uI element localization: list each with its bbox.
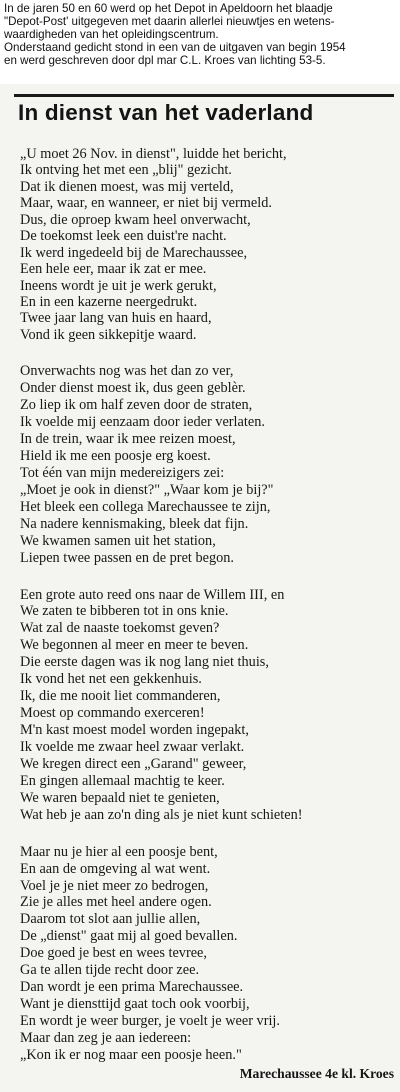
intro-line: waardigheden van het opleidingscentrum. — [4, 28, 219, 41]
poem-line: En wordt je weer burger, je voelt je weer vrij. — [20, 1013, 280, 1029]
intro-line: In de jaren 50 en 60 werd op het Depot in Apeldoorn het blaadje — [4, 2, 333, 15]
poem-line: Ik voelde me zwaar heel zwaar verlakt. — [20, 738, 245, 755]
poem-line: Vond ik geen sikkepitje waard. — [20, 326, 197, 343]
poem-line: Ik werd ingedeeld bij de Marechaussee, — [20, 244, 248, 261]
poem-line: We kwamen samen uit het station, — [20, 532, 216, 549]
intro-text — [4, 2, 398, 67]
intro-line: Onderstaand gedicht stond in een van de uitgaven van begin 1954 — [4, 41, 346, 54]
poem-line: En aan de omgeving al wat went. — [20, 860, 211, 877]
poem-line: Want je diensttijd gaat toch ook voorbij, — [20, 996, 250, 1013]
poem-line: Liepen twee passen en de pret begon. — [20, 549, 234, 566]
poem-line: Dan wordt je een prima Marechaussee. — [20, 979, 244, 996]
poem-line: Twee jaar lang van huis en haard, — [20, 310, 212, 327]
poem-line: Doe goed je best en wees tevree, — [20, 945, 207, 962]
poem-line: Voel je je niet meer zo bedrogen, — [20, 877, 209, 894]
poem-line: Ik voelde mij eenzaam door ieder verlaten. — [20, 414, 265, 431]
poem-line: De „dienst" gaat mij al goed bevallen. — [20, 928, 238, 945]
poem-line: Tot één van mijn medereizigers zei: — [20, 464, 225, 481]
poem-line: Zie je alles met heel andere ogen. — [20, 894, 212, 911]
poem-line: We waren bepaald niet te genieten, — [20, 789, 220, 806]
poem-line: We kregen direct een „Garand" geweer, — [20, 755, 247, 772]
poem-line: Wat heb je aan zo'n ding als je niet kunt schieten! — [20, 806, 303, 823]
poem-line: En gingen allemaal machtig te keer. — [20, 772, 225, 789]
poem-line: We zaten te bibberen tot in ons knie. — [20, 603, 229, 620]
poem-line: Dus, die oproep kwam heel onverwacht, — [20, 211, 251, 228]
poem-line: M'n kast moest model worden ingepakt, — [20, 722, 249, 738]
poem-line: Het bleek een collega Marechaussee te zijn, — [20, 498, 271, 515]
poem-line: Die eerste dagen was ik nog lang niet thuis, — [20, 654, 269, 671]
poem-line: Dat ik dienen moest, was mij verteld, — [20, 178, 234, 195]
poem-line: Onverwachts nog was het dan zo ver, — [20, 363, 234, 380]
poem-line: „Kon ik er nog maar een poosje heen." — [20, 1046, 242, 1063]
poem-line: Maar nu je hier al een poosje bent, — [20, 843, 218, 860]
poem-line: En in een kazerne neergedrukt. — [20, 293, 198, 310]
poem-line: Hield ik me een poosje erg koest. — [20, 447, 211, 464]
poem-line: De toekomst leek een duist're nacht. — [20, 228, 227, 245]
poem-body — [20, 146, 392, 1084]
poem-line: Na nadere kennismaking, bleek dat fijn. — [20, 515, 249, 532]
poem-line: Ineens wordt je uit je werk gerukt, — [20, 277, 217, 294]
newspaper-clipping — [0, 84, 400, 1092]
poem-line: Zo liep ik om half zeven door de straten, — [20, 397, 253, 414]
poem-line: In de trein, waar ik mee reizen moest, — [20, 431, 236, 447]
intro-line: en werd geschreven door dpl mar C.L. Kroes van lichting 53-5. — [4, 54, 326, 67]
poem-title: In dienst van het vaderland — [18, 100, 314, 125]
poem-line: Een hele eer, maar ik zat er mee. — [20, 261, 207, 278]
poem-line: Onder dienst moest ik, dus geen geblèr. — [20, 380, 246, 397]
poem-stanza — [20, 363, 392, 566]
poem-line: Ik, die me nooit liet commanderen, — [20, 688, 221, 705]
poem-stanza — [20, 146, 392, 343]
poem-line: Wat zal de naaste toekomst geven? — [20, 620, 220, 637]
poem-line: Een grote auto reed ons naar de Willem III, en — [20, 586, 285, 603]
poem-signature: Marechaussee 4e kl. Kroes — [239, 1066, 394, 1081]
poem-stanza — [20, 587, 392, 824]
poem-line: Ga te allen tijde recht door zee. — [20, 962, 200, 979]
poem-line: Maar dan zeg je aan iedereen: — [20, 1029, 192, 1046]
poem-line: Maar, waar, en wanneer, er niet bij vermeld. — [20, 195, 272, 212]
poem-line: „U moet 26 Nov. in dienst", luidde het bericht, — [20, 146, 287, 162]
poem-line: Ik ontving het met een „blij" gezicht. — [20, 162, 232, 179]
poem-line: Ik vond het net een gekkenhuis. — [20, 671, 202, 688]
poem-stanza — [20, 844, 392, 1064]
poem-line: Daarom tot slot aan jullie allen, — [20, 911, 201, 928]
poem-line: „Moet je ook in dienst?" „Waar kom je bij?" — [20, 481, 274, 498]
poem-line: We begonnen al meer en meer te beven. — [20, 637, 249, 654]
intro-line: "Depot-Post' uitgegeven met daarin allerlei nieuwtjes en wetens- — [4, 15, 335, 28]
poem-line: Moest op commando exerceren! — [20, 705, 205, 722]
